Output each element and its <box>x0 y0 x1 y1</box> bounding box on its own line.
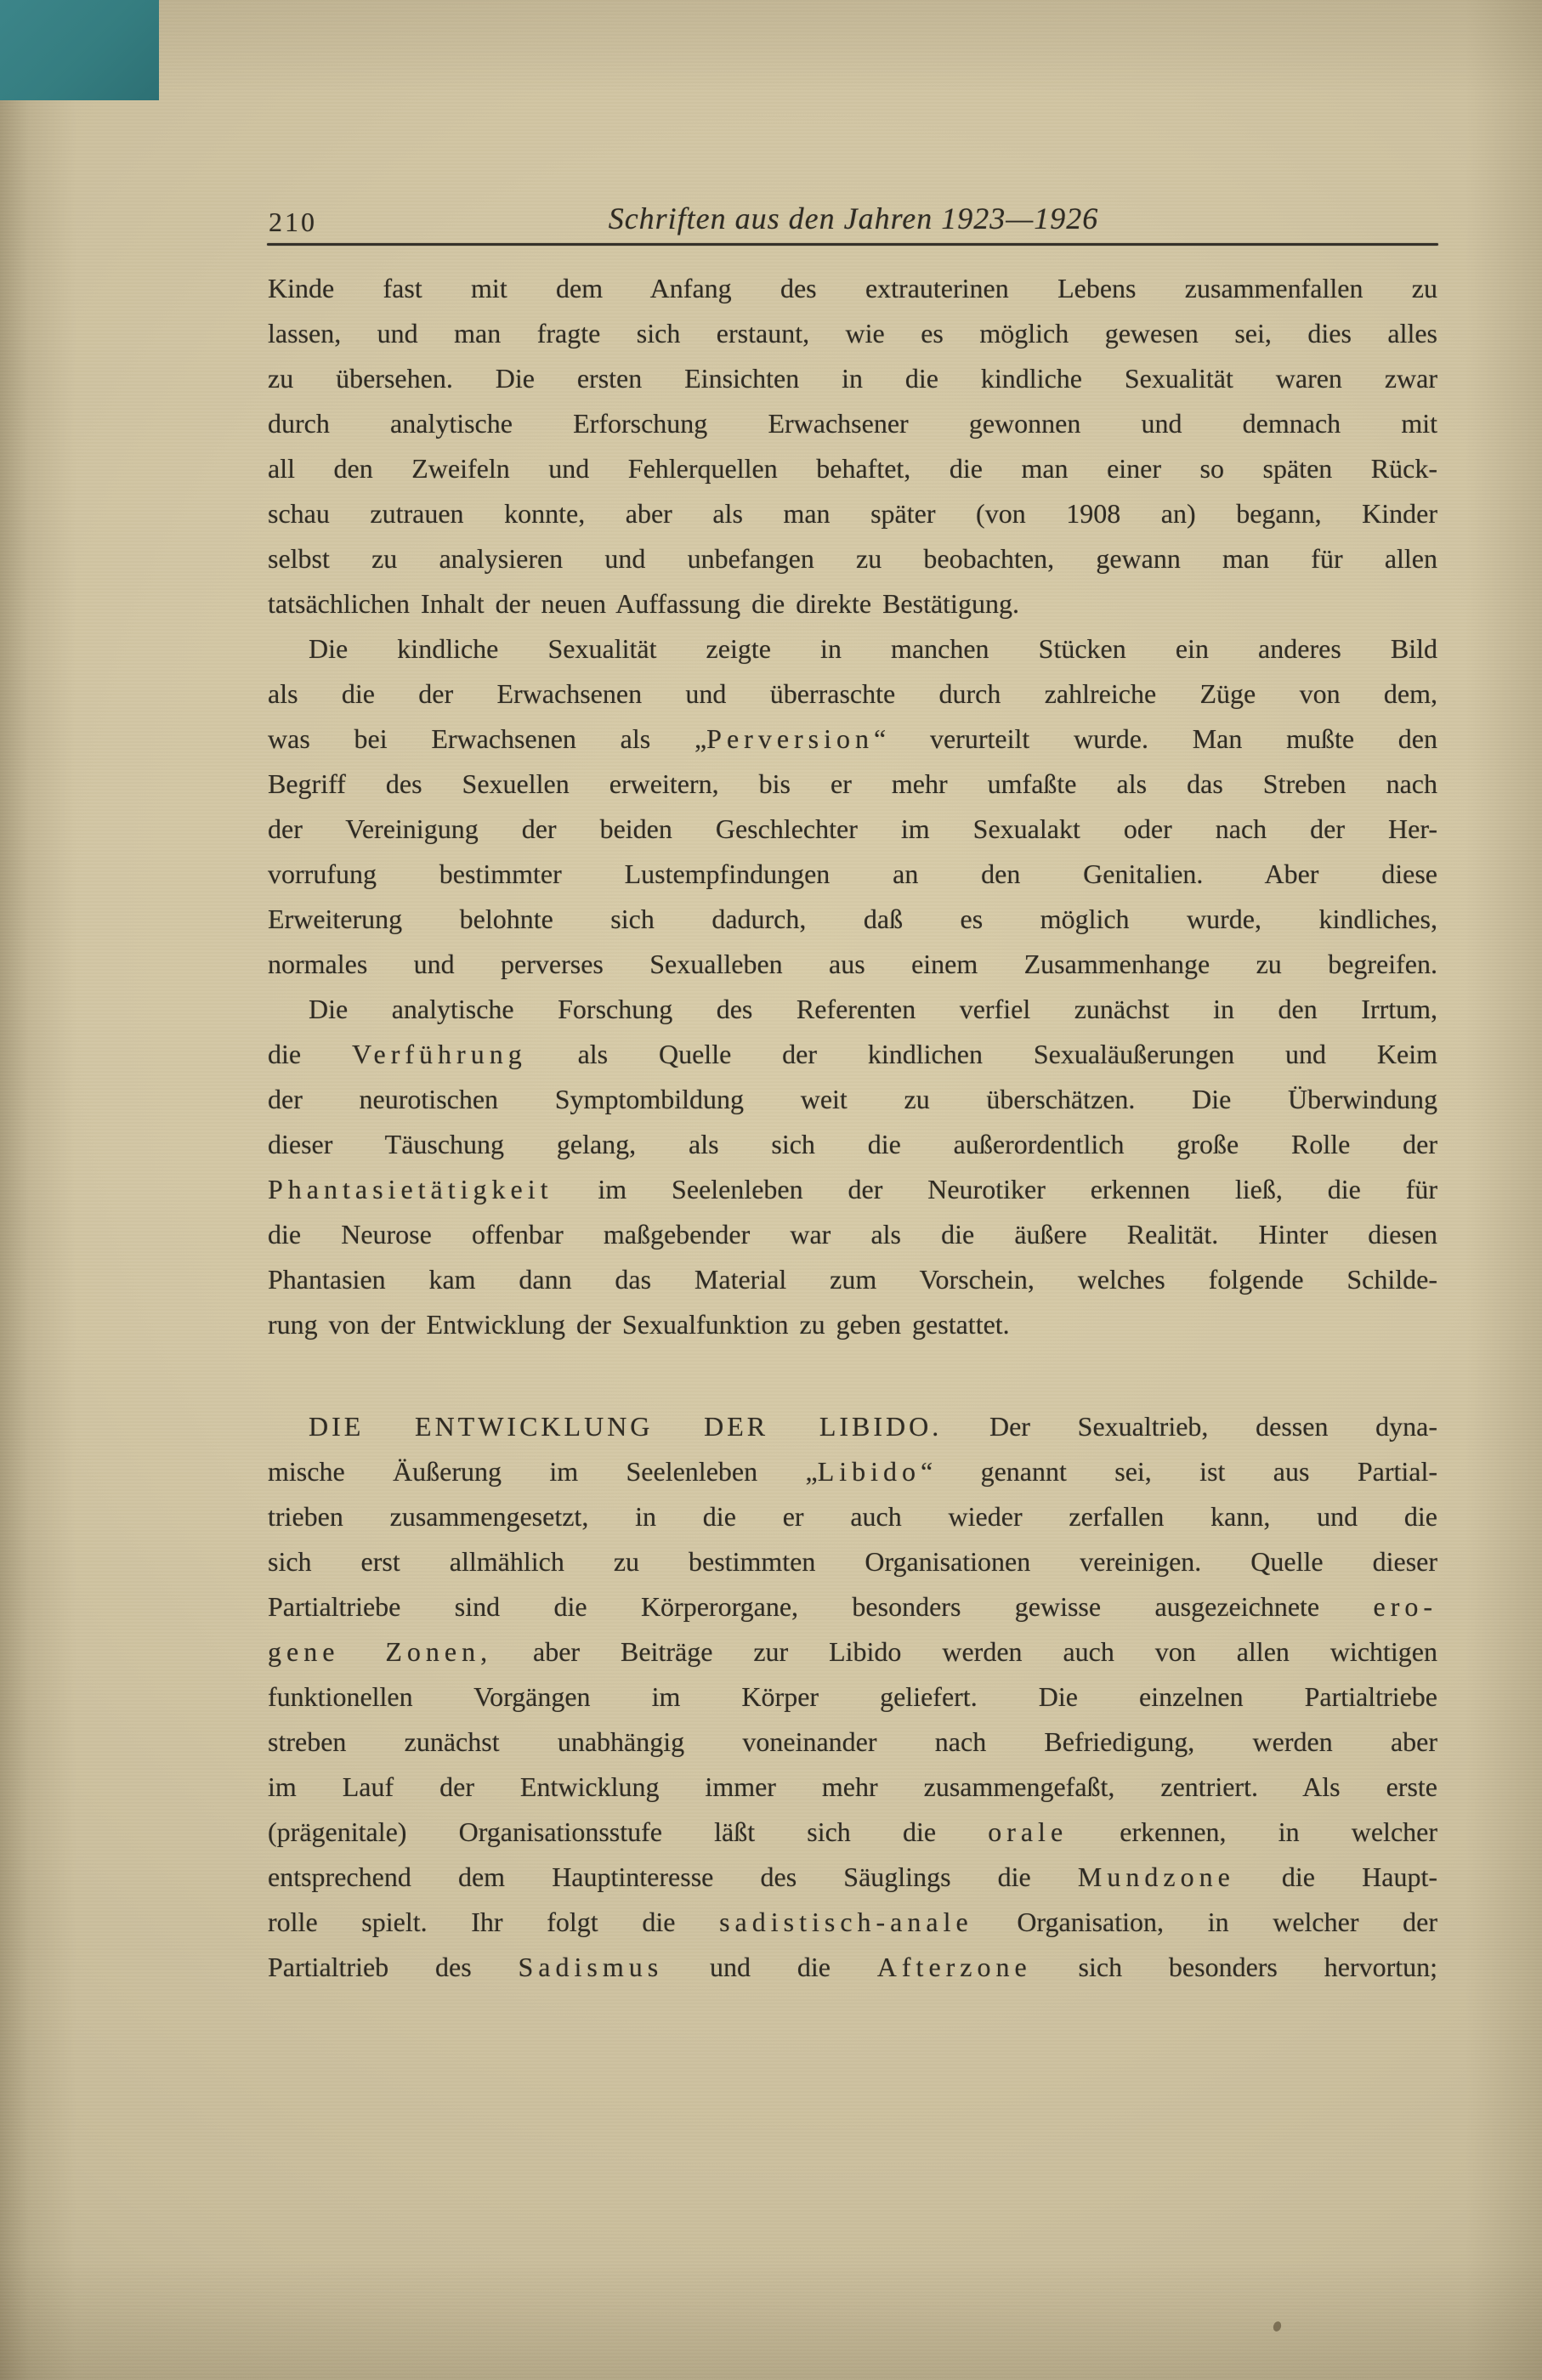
text-line: schau zutrauen konnte, aber als man später (von 1908 an) begann, Kinder <box>268 498 1437 529</box>
text-line: mische Äußerung im Seelenleben „Libido“ genannt sei, ist aus Partial- <box>268 1456 1438 1487</box>
text-line: entsprechend dem Hauptinteresse des Säuglings die Mundzone die Haupt- <box>268 1862 1438 1892</box>
text-line: Die analytische Forschung des Referenten verfiel zunächst in den Irrtum, <box>309 994 1437 1024</box>
text-line: trieben zusammengesetzt, in die er auch wieder zerfallen kann, und die <box>268 1501 1437 1532</box>
text-line: Erweiterung belohnte sich dadurch, daß es möglich wurde, kindliches, <box>268 904 1437 934</box>
text-line: sich erst allmählich zu bestimmten Organisationen vereinigen. Quelle dieser <box>268 1546 1437 1577</box>
text-line: DIE ENTWICKLUNG DER LIBIDO. Der Sexualtrieb, dessen dyna- <box>309 1411 1438 1442</box>
text-line: normales und perverses Sexualleben aus einem Zusammenhange zu begreifen. <box>268 949 1437 979</box>
text-line: vorrufung bestimmter Lustempfindungen an den Genitalien. Aber diese <box>268 858 1437 889</box>
text-line: lassen, und man fragte sich erstaunt, wie es möglich gewesen sei, dies alles <box>268 318 1437 348</box>
section-heading: DIE ENTWICKLUNG DER LIBIDO. <box>309 1411 943 1442</box>
paragraph <box>268 266 1437 626</box>
text-line: Begriff des Sexuellen erweitern, bis er mehr umfaßte als das Streben nach <box>268 768 1437 799</box>
paragraph <box>268 626 1437 987</box>
scan-corner-patch <box>0 0 159 100</box>
text-line: Partialtrieb des Sadismus und die Afterzone sich besonders hervortun; <box>268 1952 1438 1982</box>
text-line: Kinde fast mit dem Anfang des extrauterinen Lebens zusammenfallen zu <box>268 273 1437 303</box>
text-line: all den Zweifeln und Fehlerquellen behaftet, die man einer so späten Rück- <box>268 453 1437 484</box>
running-header-title: Schriften aus den Jahren 1923—1926 <box>608 201 1099 235</box>
paragraph <box>268 987 1437 1347</box>
text-line: durch analytische Erforschung Erwachsener gewonnen und demnach mit <box>268 408 1437 439</box>
text-line: Phantasien kam dann das Material zum Vorschein, welches folgende Schilde- <box>268 1264 1437 1295</box>
text-line: streben zunächst unabhängig voneinander nach Befriedigung, werden aber <box>268 1726 1437 1757</box>
text-line: selbst zu analysieren und unbefangen zu beobachten, gewann man für allen <box>268 543 1437 574</box>
text-line: der Vereinigung der beiden Geschlechter im Sexualakt oder nach der Her- <box>268 813 1437 844</box>
text-line: Die kindliche Sexualität zeigte in manchen Stücken ein anderes Bild <box>309 633 1437 664</box>
text-line: im Lauf der Entwicklung immer mehr zusammengefaßt, zentriert. Als erste <box>268 1771 1437 1802</box>
page-number: 210 <box>269 207 317 237</box>
text-line: gene Zonen, aber Beiträge zur Libido werden auch von allen wichtigen <box>268 1636 1438 1667</box>
text-line: die Verführung als Quelle der kindlichen Sexualäußerungen und Keim <box>268 1039 1438 1069</box>
paragraph-libido-section <box>268 1404 1437 1990</box>
text-line: Phantasietätigkeit im Seelenleben der Neurotiker erkennen ließ, die für <box>268 1174 1437 1204</box>
header-rule <box>267 243 1438 246</box>
text-line: was bei Erwachsenen als „Perversion“ verurteilt wurde. Man mußte den <box>268 723 1438 754</box>
paper-speck <box>1272 2320 1282 2332</box>
text-line: funktionellen Vorgängen im Körper geliefert. Die einzelnen Partialtriebe <box>268 1681 1437 1712</box>
text-line: (prägenitale) Organisationsstufe läßt sich die orale erkennen, in welcher <box>268 1816 1438 1847</box>
text-line: dieser Täuschung gelang, als sich die außerordentlich große Rolle der <box>268 1129 1437 1159</box>
text-line: als die der Erwachsenen und überraschte durch zahlreiche Züge von dem, <box>268 678 1437 709</box>
text-line: tatsächlichen Inhalt der neuen Auffassung die direkte Bestätigung. <box>268 588 1019 619</box>
text-line: Partialtriebe sind die Körperorgane, besonders gewisse ausgezeichnete ero- <box>268 1591 1437 1622</box>
text-line: rung von der Entwicklung der Sexualfunktion zu geben gestattet. <box>268 1309 1010 1340</box>
body-text <box>268 266 1437 1990</box>
text-line: der neurotischen Symptombildung weit zu überschätzen. Die Überwindung <box>268 1084 1437 1114</box>
text-line: rolle spielt. Ihr folgt die sadistisch-anale Organisation, in welcher der <box>268 1907 1438 1937</box>
text-line: zu übersehen. Die ersten Einsichten in die kindliche Sexualität waren zwar <box>268 363 1437 394</box>
text-line: die Neurose offenbar maßgebender war als die äußere Realität. Hinter diesen <box>268 1219 1437 1250</box>
